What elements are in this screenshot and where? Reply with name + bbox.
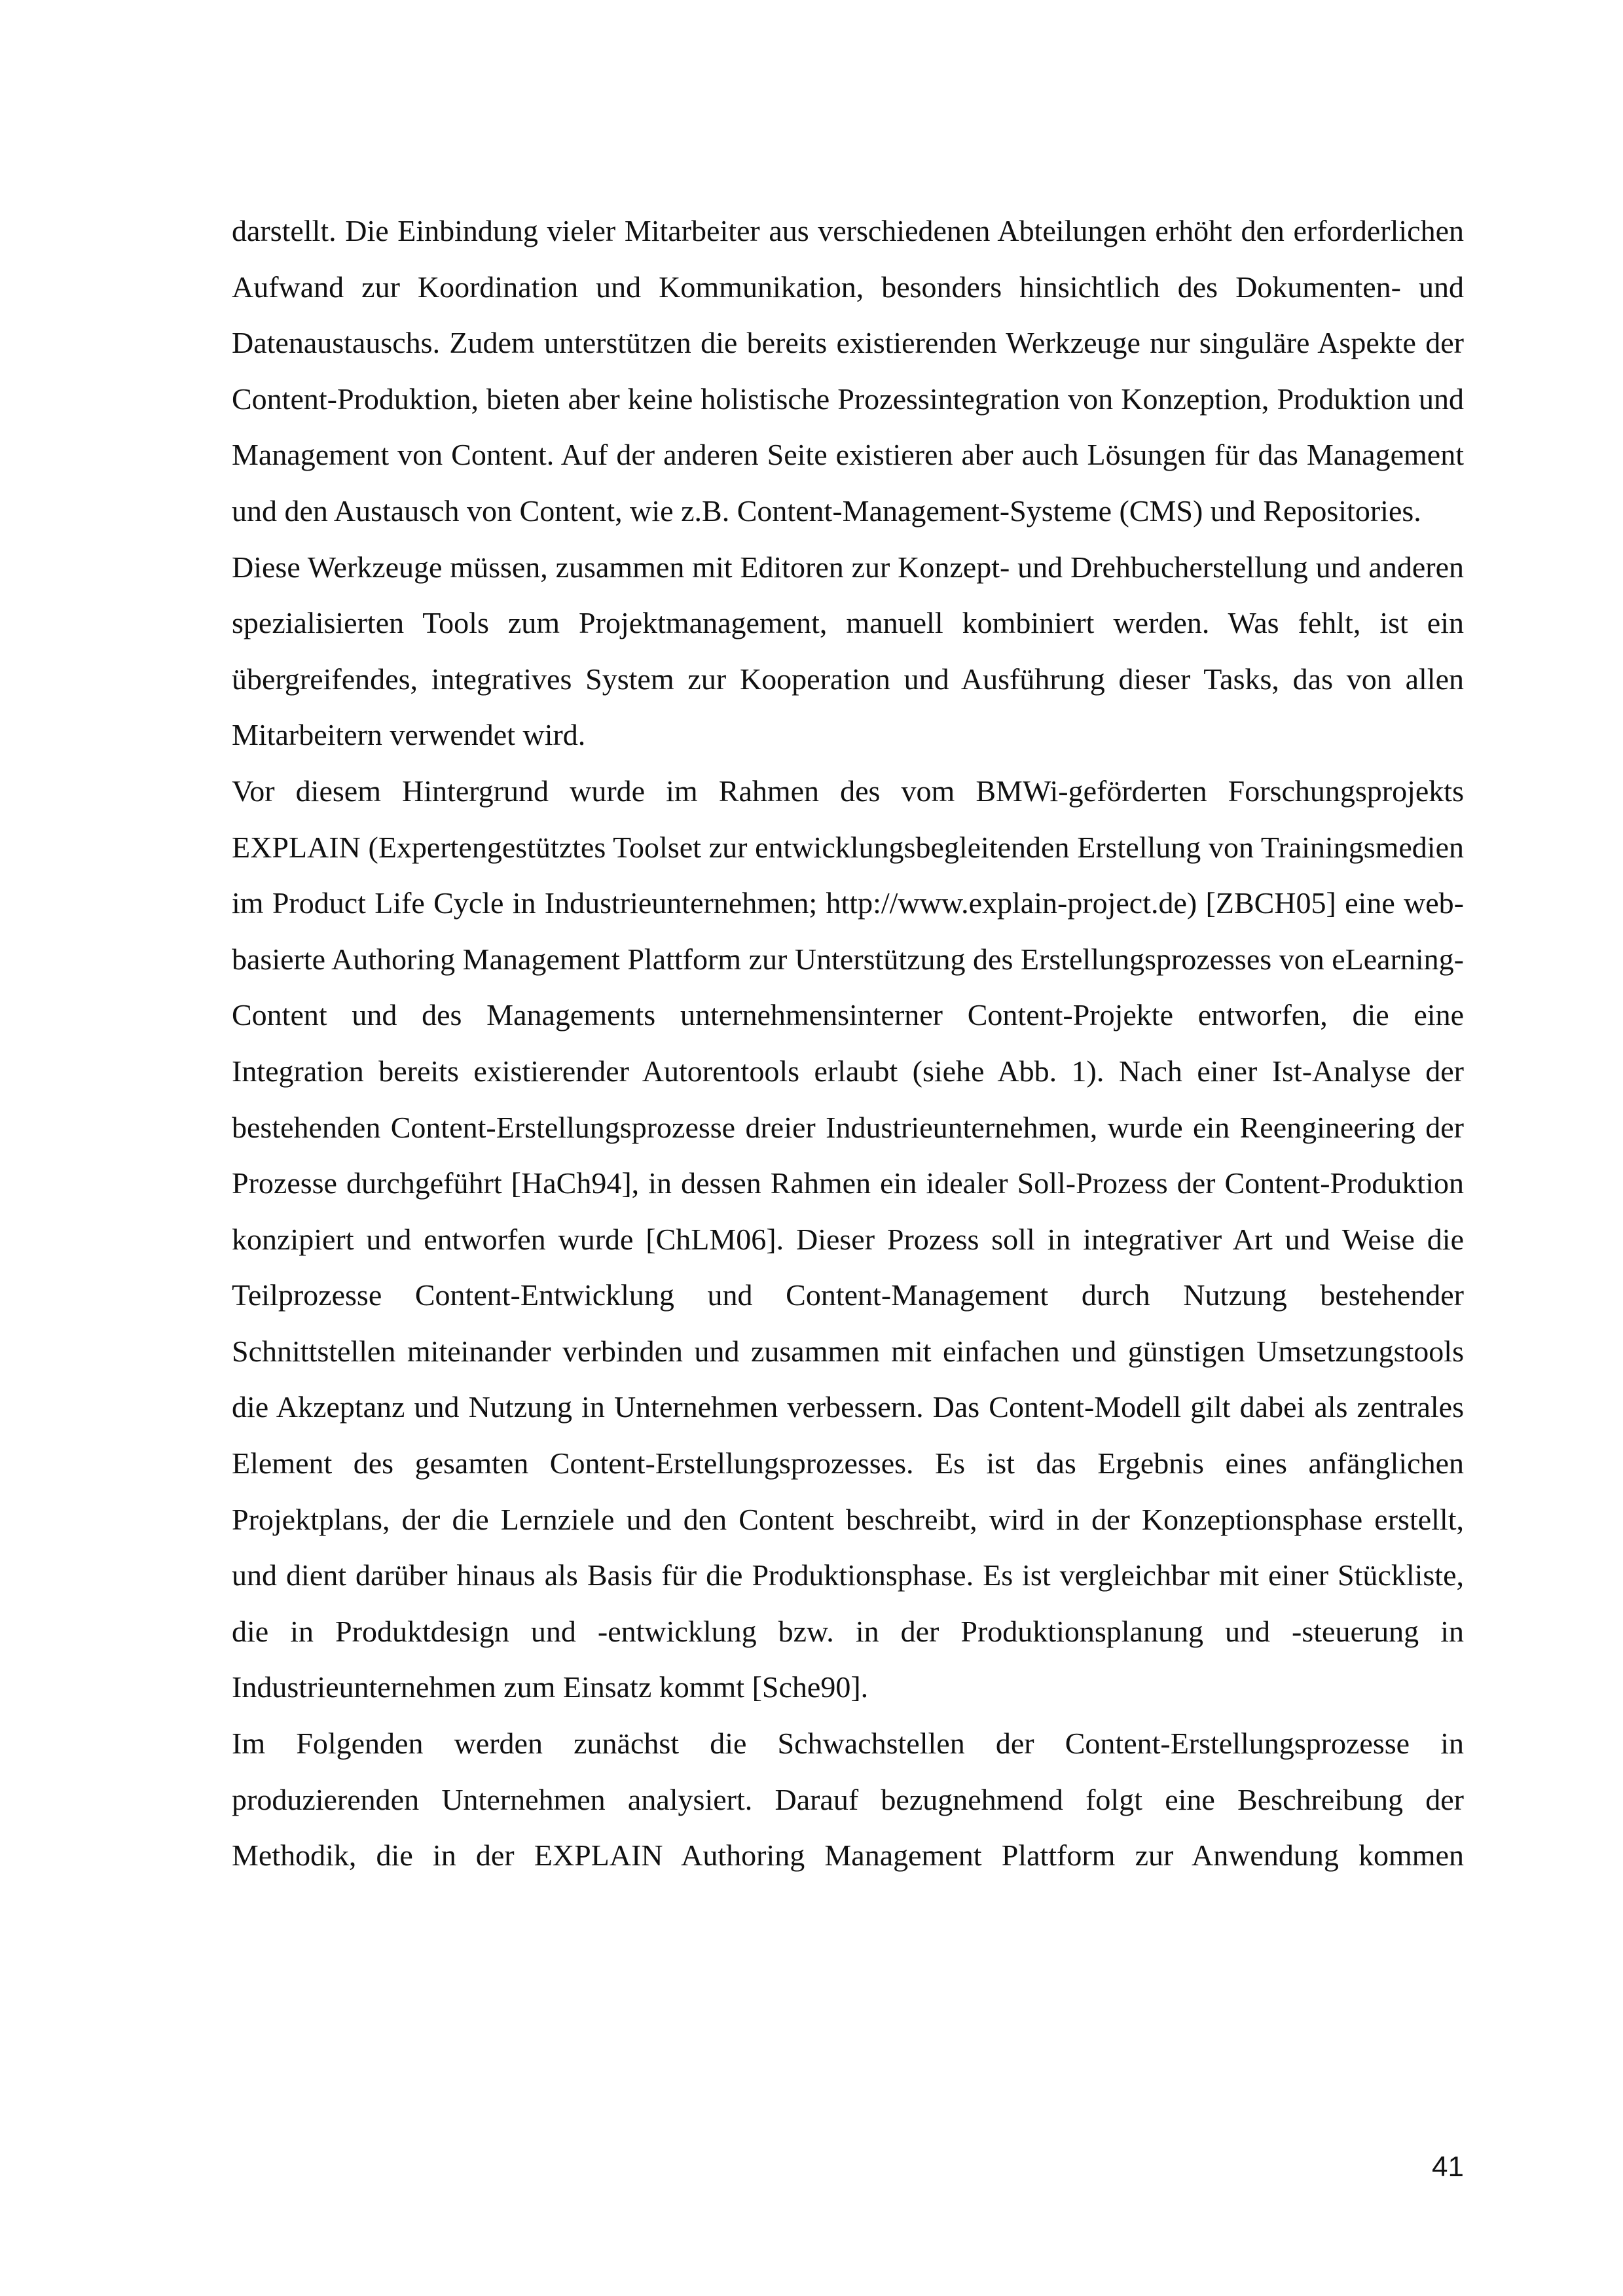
paragraph: Im Folgenden werden zunächst die Schwachstellen der Content-Erstellungsprozesse in produzierenden Unternehmen analysiert. Darauf bezugnehmend folgt eine Beschreibung der Methodik, die in der EXPLAIN Authoring Management Plattform zur Anwendung kommen xyxy=(232,1727,1464,1873)
paragraph: Diese Werkzeuge müssen, zusammen mit Editoren zur Konzept- und Drehbucherstellung und anderen spezialisierten Tools zum Projektmanagement, manuell kombiniert werden. Was fehlt, ist ein übergreifendes, integratives System zur Kooperation und Ausführung dieser Tasks, das von allen Mitarbeitern verwendet wird. xyxy=(232,550,1464,752)
body-text xyxy=(232,203,1464,1884)
page-number: 41 xyxy=(1432,2151,1464,2183)
paragraph: darstellt. Die Einbindung vieler Mitarbeiter aus verschiedenen Abteilungen erhöht den erforderlichen Aufwand zur Koordination und Kommunikation, besonders hinsichtlich des Dokumenten- und Datenaustauschs. Zudem unterstützen die bereits existierenden Werkzeuge nur singuläre Aspekte der Content-Produktion, bieten aber keine holistische Prozessintegration von Konzeption, Produktion und Management von Content. Auf der anderen Seite existieren aber auch Lösungen für das Management und den Austausch von Content, wie z.B. Content-Management-Systeme (CMS) und Repositories. xyxy=(232,214,1464,528)
paragraph: Vor diesem Hintergrund wurde im Rahmen des vom BMWi-geförderten Forschungsprojekts EXPLAIN (Expertengestütztes Toolset zur entwicklungsbegleitenden Erstellung von Trainingsmedien im Product Life Cycle in Industrieunternehmen; http://www.explain-project.de) [ZBCH05] eine web-basierte Authoring Management Plattform zur Unterstützung des Erstellungsprozesses von eLearning-Content und des Managements unternehmensinterner Content-Projekte entworfen, die eine Integration bereits existierender Autorentools erlaubt (siehe Abb. 1). Nach einer Ist-Analyse der bestehenden Content-Erstellungsprozesse dreier Industrieunternehmen, wurde ein Reengineering der Prozesse durchgeführt [HaCh94], in dessen Rahmen ein idealer Soll-Prozess der Content-Produktion konzipiert und entworfen wurde [ChLM06]. Dieser Prozess soll in integrativer Art und Weise die Teilprozesse Content-Entwicklung und Content-Management durch Nutzung bestehender Schnittstellen miteinander verbinden und zusammen mit einfachen und günstigen Umsetzungstools die Akzeptanz und Nutzung in Unternehmen verbessern. Das Content-Modell gilt dabei als zentrales Element des gesamten Content-Erstellungsprozesses. Es ist das Ergebnis eines anfänglichen Projektplans, der die Lernziele und den Content beschreibt, wird in der Konzeptionsphase erstellt, und dient darüber hinaus als Basis für die Produktionsphase. Es ist vergleichbar mit einer Stückliste, die in Produktdesign und -entwicklung bzw. in der Produktionsplanung und -steuerung in Industrieunternehmen zum Einsatz kommt [Sche90]. xyxy=(232,774,1464,1704)
